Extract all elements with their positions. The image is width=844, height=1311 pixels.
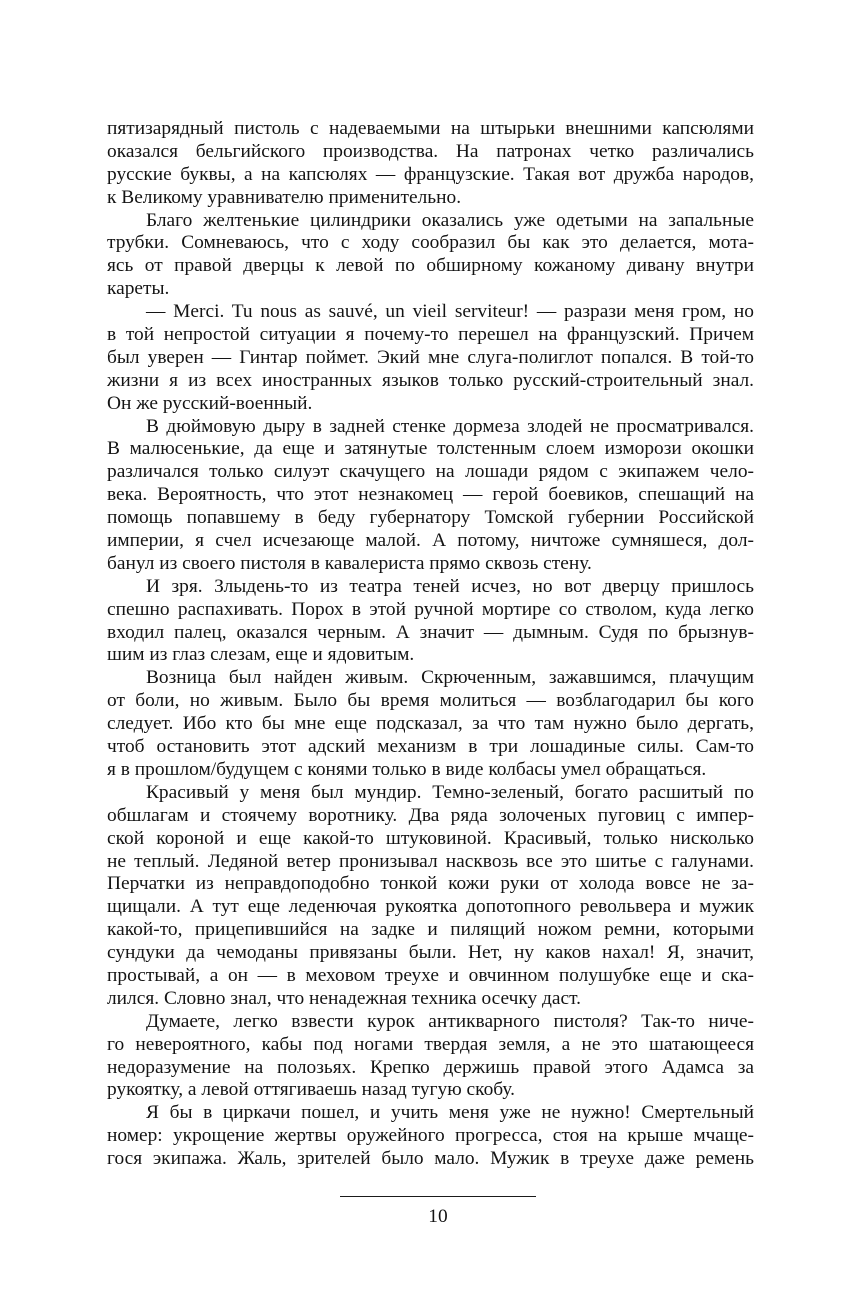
text-line: ясь от правой дверцы к левой по обширному кожаному дивану внутри [107,255,754,277]
paragraph [107,210,754,302]
text-line: к Великому уравнивателю применительно. [107,186,462,208]
text-line: следует. Ибо кто бы мне еще подсказал, за что там нужно было дергать, [107,713,754,735]
paragraph [107,1102,754,1171]
text-line: жизни я из всех иностранных языков только русский-строительный знал. [107,369,754,391]
page-number: 10 [428,1206,448,1227]
paragraph [107,118,754,210]
text-line: от боли, но живым. Было бы время молиться — возблагодарил бы кого [107,690,754,712]
paragraph [107,782,754,1011]
text-line: сундуки да чемоданы привязаны были. Нет, ну каков нахал! Я, значит, [107,942,754,964]
text-line: кареты. [107,278,170,300]
text-line: Я бы в циркачи пошел, и учить меня уже не нужно! Смертельный [146,1102,754,1124]
text-line: простывай, а он — в меховом треухе и овчинном полушубке еще и ска- [107,964,754,986]
text-line: пятизарядный пистоль с надеваемыми на штырьки внешними капсюлями [107,118,754,139]
text-line: рукоятку, а левой оттягиваешь назад тугую скобу. [107,1079,516,1101]
text-line: И зря. Злыдень-то из театра теней исчез, но вот дверцу пришлось [146,575,754,597]
text-line: оказался бельгийского производства. На патронах четко различались [107,140,754,162]
text-line: В дюймовую дыру в задней стенке дормеза злодей не просматривался. [146,415,754,437]
text-line: чтоб остановить этот адский механизм в три лошадиные силы. Сам-то [107,736,754,758]
text-line: Красивый у меня был мундир. Темно-зеленый, богато расшитый по [146,781,754,803]
text-line: Думаете, легко взвести курок антикварного пистоля? Так-то ниче- [146,1010,754,1032]
text-line: спешно распахивать. Порох в этой ручной мортире со стволом, куда легко [107,598,754,620]
text-line: Перчатки из неправдоподобно тонкой кожи руки от холода вовсе не за- [107,873,754,895]
paragraph [107,301,754,415]
text-line: недоразумение на полозьях. Крепко держишь правой этого Адамса за [107,1056,754,1078]
text-line: русские буквы, а на капсюлях — французские. Такая вот дружба народов, [107,163,754,185]
text-line: помощь попавшему в беду губернатору Томской губернии Российской [107,507,754,529]
text-line: входил палец, оказался черным. А значит — дымным. Судя по брызнув- [107,621,754,643]
text-line: номер: укрощение жертвы оружейного прогресса, стоя на крыше мчаще- [107,1125,754,1147]
paragraph [107,416,754,576]
text-line: века. Вероятность, что этот незнакомец — герой боевиков, спешащий на [107,484,754,506]
text-line: я в прошлом/будущем с конями только в виде колбасы умел обращаться. [107,758,707,780]
text-line: — Merci. Tu nous as sauvé, un vieil serviteur! — разрази меня гром, но [146,301,754,323]
text-line: щищали. А тут еще леденючая рукоятка допотопного револьвера и мужик [107,896,754,918]
text-line: шим из глаз слезам, еще и ядовитым. [107,644,415,666]
text-line: Он же русский-военный. [107,392,313,414]
text-line: ской короной и еще какой-то штуковиной. Красивый, только нисколько [107,827,754,849]
text-line: гося экипажа. Жаль, зрителей было мало. Мужик в треухе даже ремень [107,1148,754,1170]
footer-rule [340,1196,536,1197]
text-line: В малюсенькие, да еще и затянутые толстенным слоем изморози окошки [107,438,754,460]
text-line: различался только силуэт скачущего на лошади рядом с экипажем чело- [107,461,754,483]
text-line: империи, я счел исчезающе малой. А потому, ничтоже сумняшеся, дол- [107,530,754,552]
text-line: в той непростой ситуации я почему-то перешел на французский. Причем [107,324,754,346]
paragraph [107,667,754,781]
text-line: не теплый. Ледяной ветер пронизывал насквозь все это шитье с галунами. [107,850,754,872]
text-line: банул из своего пистоля в кавалериста прямо сквозь стену. [107,552,592,574]
paragraph [107,1011,754,1103]
text-line: был уверен — Гинтар поймет. Экий мне слуга-полиглот попался. В той-то [107,346,754,368]
text-line: какой-то, прицепившийся на задке и пилящий ножом ремни, которыми [107,919,754,941]
text-line: трубки. Сомневаюсь, что с ходу сообразил бы как это делается, мота- [107,232,754,254]
paragraph [107,576,754,668]
text-line: обшлагам и стоячему воротнику. Два ряда золоченых пуговиц с импер- [107,804,754,826]
text-line: лился. Словно знал, что ненадежная техника осечку даст. [107,987,581,1009]
body-text [107,118,754,1171]
text-line: го невероятного, кабы под ногами твердая земля, а не это шатающееся [107,1033,754,1055]
text-line: Благо желтенькие цилиндрики оказались уже одетыми на запальные [146,209,754,231]
text-line: Возница был найден живым. Скрюченным, зажавшимся, плачущим [146,667,754,689]
